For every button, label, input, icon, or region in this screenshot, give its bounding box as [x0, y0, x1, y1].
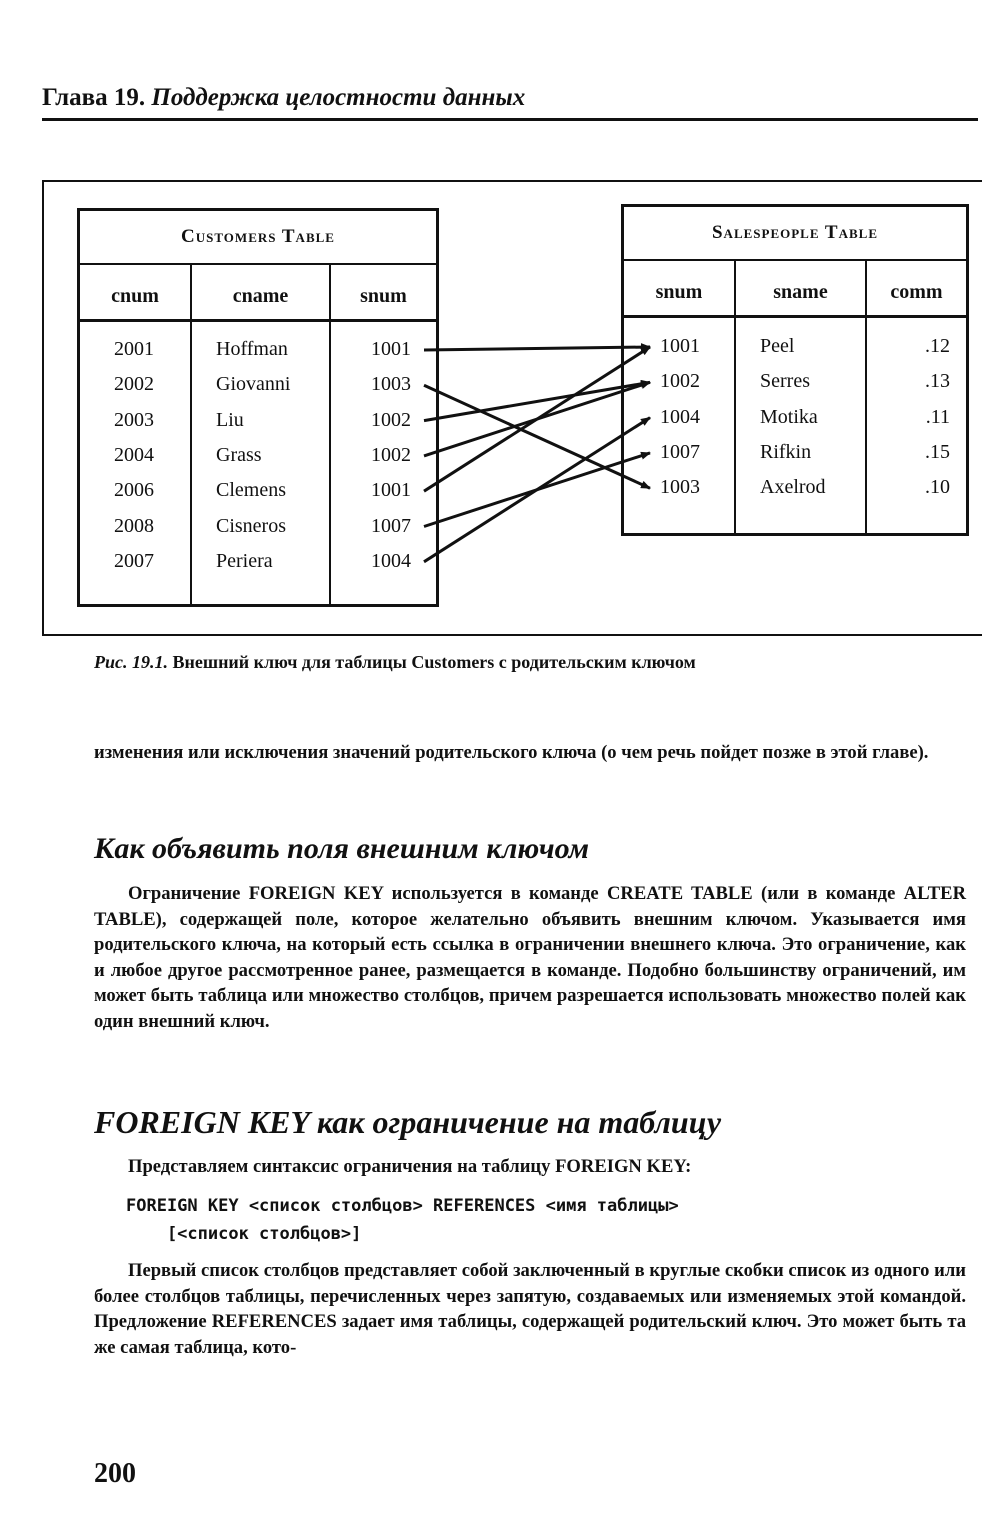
salespeople-table-title: Salespeople Table	[624, 207, 966, 261]
customers-cell: 2002	[114, 373, 154, 396]
salespeople-cell: 1003	[660, 476, 700, 499]
paragraph: Первый список столбцов представляет собой заключенный в круглые скобки список из одного или более столбцов таблицы, перечисленных через запятую, создаваемых или изменяемых этой командой. Предложение REFERENCES задает имя таблицы, содержащей родительский ключ. Это может быть та же самая таблица, кото-	[94, 1260, 966, 1358]
salespeople-cell: Axelrod	[760, 476, 826, 499]
customers-cell: 1007	[371, 514, 411, 537]
customers-cell: 1004	[371, 549, 411, 572]
paragraph-continued: изменения или исключения значений родительского ключа (о чем речь пойдет позже в этой главе).	[94, 742, 929, 763]
header-rule	[42, 118, 978, 121]
column-divider	[190, 265, 192, 604]
chapter-title: Поддержка целостности данных	[151, 84, 526, 111]
customers-col-cname: cname	[232, 285, 289, 307]
salespeople-col-sname: sname	[773, 281, 828, 303]
customers-cell: Giovanni	[216, 373, 291, 396]
salespeople-cell: .11	[925, 405, 950, 428]
salespeople-cell: Serres	[760, 370, 810, 393]
customers-cell: Grass	[216, 443, 262, 466]
salespeople-cell: Motika	[760, 405, 818, 428]
running-header	[42, 84, 525, 112]
customers-cell: 2008	[114, 514, 154, 537]
customers-cell: Liu	[216, 408, 244, 431]
customers-cell: 2004	[114, 443, 154, 466]
code-line: [<список столбцов>]	[126, 1224, 362, 1244]
caption-text: Внешний ключ для таблицы Customers с родительским ключом	[172, 652, 696, 672]
paragraph: Представляем синтаксис ограничения на таблицу FOREIGN KEY:	[128, 1156, 692, 1177]
figure-caption	[94, 652, 696, 673]
customers-col-cnum: cnum	[111, 285, 159, 307]
customers-cell: 1002	[371, 443, 411, 466]
code-line: FOREIGN KEY <список столбцов> REFERENCES <имя таблицы>	[126, 1196, 679, 1216]
salespeople-cell: .12	[925, 335, 950, 357]
salespeople-cell: Rifkin	[760, 440, 812, 463]
salespeople-cell: Peel	[760, 335, 795, 357]
section-heading: Как объявить поля внешним ключом	[94, 832, 590, 865]
customers-cell: 1001	[371, 479, 411, 502]
customers-table-title: Customers Table	[80, 211, 436, 265]
customers-cell: Cisneros	[216, 514, 286, 537]
customers-cell: Periera	[216, 549, 273, 572]
salespeople-col-snum: snum	[655, 281, 703, 303]
section-heading: FOREIGN KEY как ограничение на таблицу	[94, 1104, 722, 1140]
customers-cell: 1001	[371, 338, 411, 360]
page-number: 200	[94, 1458, 136, 1489]
salespeople-table	[621, 204, 969, 536]
salespeople-cell: .10	[925, 476, 950, 499]
salespeople-col-comm: comm	[890, 281, 943, 303]
customers-cell: 2003	[114, 408, 154, 431]
salespeople-cell: 1001	[660, 335, 700, 357]
customers-cell: 2007	[114, 549, 154, 572]
chapter-label: Глава 19.	[42, 84, 146, 111]
customers-cell: Hoffman	[216, 338, 288, 360]
salespeople-cell: 1007	[660, 440, 700, 463]
customers-table	[77, 208, 439, 607]
caption-label: Рис. 19.1.	[94, 652, 168, 672]
salespeople-cell: .15	[925, 440, 950, 463]
customers-cell: 2006	[114, 479, 154, 502]
customers-cell: 1003	[371, 373, 411, 396]
customers-col-snum: snum	[360, 285, 407, 307]
customers-cell: 1002	[371, 408, 411, 431]
customers-cell: 2001	[114, 338, 154, 360]
salespeople-cell: .13	[925, 370, 950, 393]
customers-cell: Clemens	[216, 479, 286, 502]
salespeople-cell: 1002	[660, 370, 700, 393]
paragraph: Ограничение FOREIGN KEY используется в команде CREATE TABLE (или в команде ALTER TABLE), содержащей поле, которое желательно объявить внешним ключом. Указывается имя родительского ключа, на который есть ссылка в ограничении внешнего ключа. Это ограничение, как и любое другое рассмотренное ранее, размещается в команде. Подобно большинству ограничений, им может быть таблица или множество столбцов, причем разрешается использовать множество полей как один внешний ключ.	[94, 883, 966, 1032]
salespeople-cell: 1004	[660, 405, 700, 428]
